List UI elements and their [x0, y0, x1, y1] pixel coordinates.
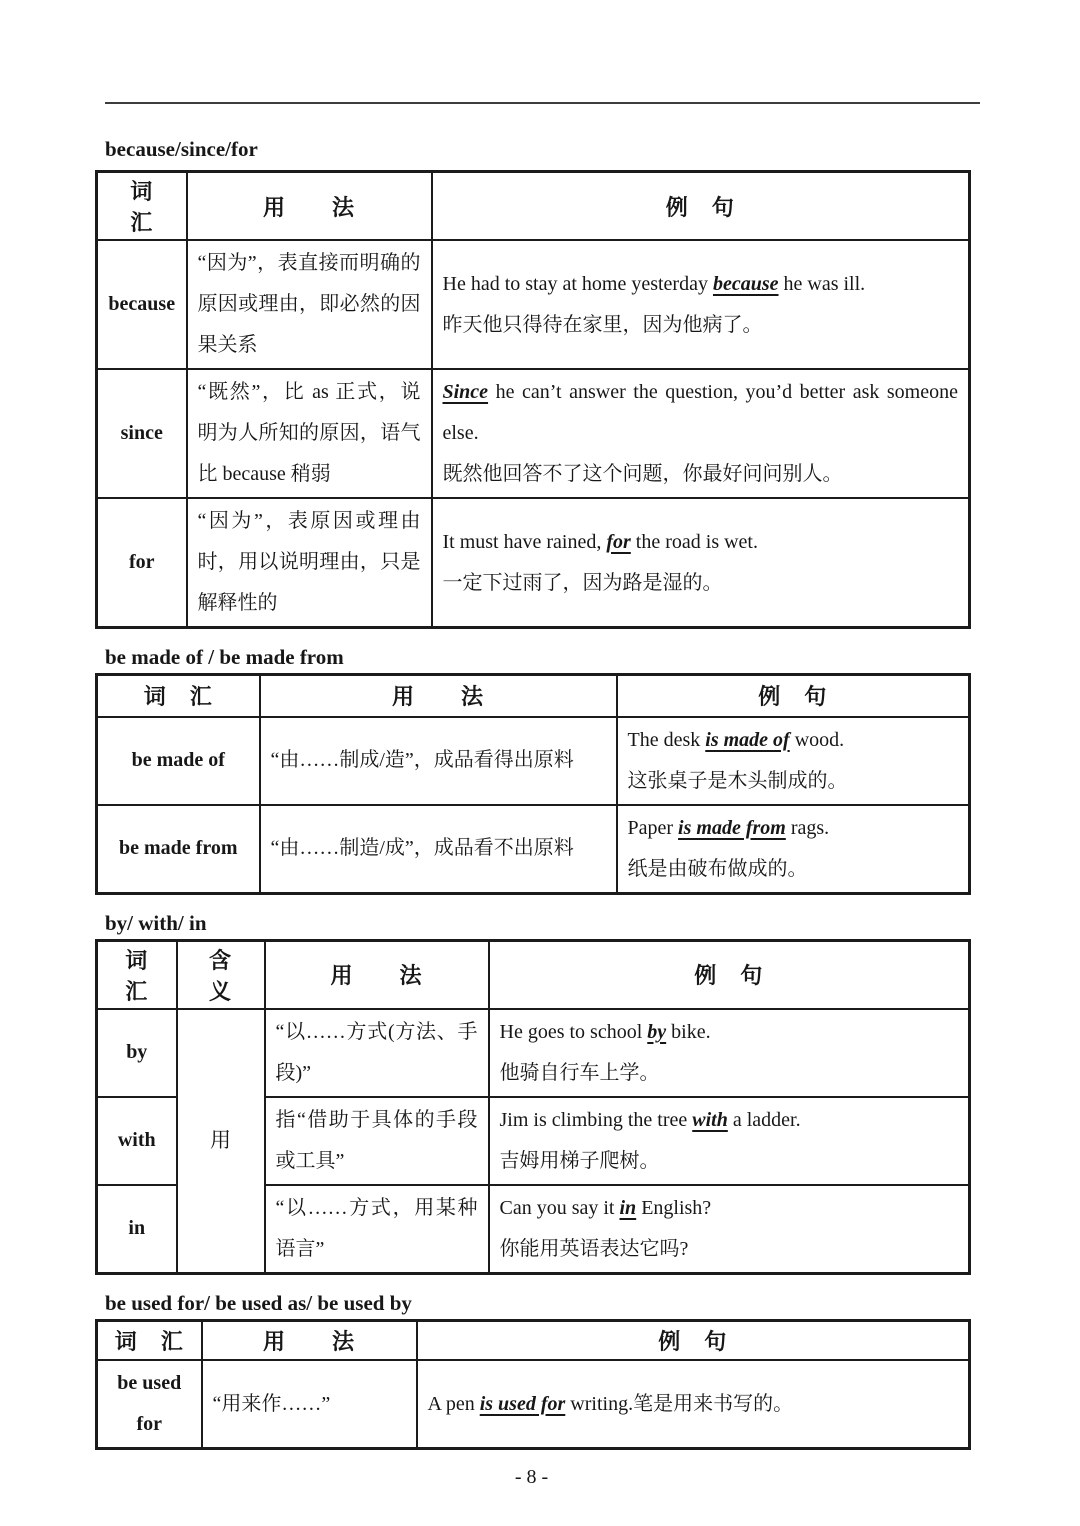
example-chinese: 昨天他只得待在家里，因为他病了。: [442, 313, 763, 336]
usage-cell: “用来作……”: [202, 1360, 417, 1449]
example-keyword: is used for: [479, 1392, 566, 1415]
example-keyword: by: [647, 1020, 667, 1043]
table-row: [97, 1009, 970, 1097]
example-cell: [417, 1360, 970, 1449]
usage-cell: “因为”，表直接而明确的原因或理由，即必然的因果关系: [187, 240, 432, 369]
example-english: [628, 720, 959, 761]
table-header-row: [97, 940, 970, 1009]
vocab-table-be-made: [95, 673, 971, 895]
shared-meaning-cell: 用: [177, 1009, 265, 1274]
column-header-usage: 用 法: [265, 940, 489, 1009]
example-text: He goes to school: [499, 1020, 648, 1043]
column-header-example: 例 句: [617, 675, 970, 717]
example-text: The desk: [627, 728, 706, 751]
example-cell: [489, 1009, 970, 1097]
page-number: - 8 -: [514, 1466, 549, 1488]
column-header-example: 例 句: [432, 172, 970, 241]
column-header-usage: 用 法: [187, 172, 432, 241]
example-cell: [617, 805, 970, 894]
table-row: [97, 1360, 970, 1449]
word-cell: with: [97, 1097, 177, 1185]
example-cell: [489, 1097, 970, 1185]
example-english: [443, 372, 959, 454]
vocab-table-be-used: [95, 1319, 971, 1451]
usage-cell: “以……方式(方法、手段)”: [265, 1009, 489, 1097]
example-english: [443, 522, 959, 563]
usage-cell: “由……制造/成”，成品看不出原料: [260, 805, 617, 894]
example-chinese: 这张桌子是木头制成的。: [627, 769, 848, 792]
usage-cell: “既然”，比 as 正式，说明为人所知的原因，语气比 because 稍弱: [187, 369, 432, 498]
example-text: It must have rained,: [442, 530, 607, 553]
example-english: [443, 264, 959, 305]
usage-cell: 指“借助于具体的手段或工具”: [265, 1097, 489, 1185]
section-heading: because/since/for: [105, 137, 258, 161]
table-header-row: [97, 675, 970, 717]
example-english: [500, 1188, 959, 1229]
example-english: [428, 1384, 959, 1425]
example-text: a ladder.: [727, 1108, 801, 1131]
example-text: He had to stay at home yesterday: [442, 272, 713, 295]
example-text: Can you say it: [499, 1196, 620, 1219]
column-header-meaning: 含 义: [177, 940, 265, 1009]
usage-cell: “由……制成/造”，成品看得出原料: [260, 717, 617, 805]
section-heading: be used for/ be used as/ be used by: [105, 1290, 412, 1315]
header-rule: [105, 102, 980, 104]
example-cell: [489, 1185, 970, 1274]
section-by-with-in: [0, 909, 1080, 1275]
table-row: [97, 240, 970, 369]
example-chinese: 纸是由破布做成的。: [627, 857, 808, 880]
word-cell: be made from: [97, 805, 260, 894]
section-because-since-for: [0, 135, 1080, 629]
column-header-word: 词 汇: [97, 1320, 202, 1360]
column-header-word: 词 汇: [97, 675, 260, 717]
vocab-table-by-with-in: [95, 939, 971, 1275]
word-cell: be used for: [97, 1360, 202, 1449]
example-english: [628, 808, 959, 849]
column-header-word: 词 汇: [97, 940, 177, 1009]
table-row: [97, 498, 970, 628]
word-cell: for: [97, 498, 187, 628]
usage-cell: “因为”，表原因或理由时，用以说明理由，只是解释性的: [187, 498, 432, 628]
column-header-example: 例 句: [489, 940, 970, 1009]
example-chinese: 吉姆用梯子爬树。: [499, 1149, 660, 1172]
example-text: bike.: [666, 1020, 711, 1043]
word-cell: by: [97, 1009, 177, 1097]
example-cell: [432, 498, 970, 628]
section-heading: be made of / be made from: [105, 645, 344, 669]
word-cell: be made of: [97, 717, 260, 805]
example-keyword: for: [606, 530, 631, 553]
table-row: [97, 805, 970, 894]
word-cell: because: [97, 240, 187, 369]
example-chinese: 他骑自行车上学。: [499, 1061, 660, 1084]
example-keyword: Since: [442, 381, 489, 403]
example-keyword: because: [712, 272, 779, 295]
column-header-example: 例 句: [417, 1320, 970, 1360]
table-row: [97, 369, 970, 498]
section-be-made-of-from: [0, 643, 1080, 895]
example-text: Jim is climbing the tree: [499, 1108, 693, 1131]
example-text: Paper: [627, 816, 679, 839]
example-text: wood.: [789, 728, 845, 751]
vocab-table-because-since-for: [95, 170, 971, 629]
section-be-used: [0, 1289, 1080, 1451]
example-text: English?: [636, 1196, 712, 1219]
example-cell: [617, 717, 970, 805]
example-text: the road is wet.: [630, 530, 758, 553]
usage-cell: “以……方式，用某种语言”: [265, 1185, 489, 1274]
example-text: writing.笔是用来书写的。: [565, 1392, 794, 1415]
example-text: rags.: [785, 816, 830, 839]
example-text: he can’t answer the question, you’d better ask someone else.: [442, 381, 958, 444]
example-english: [500, 1100, 959, 1141]
example-text: A pen: [427, 1392, 480, 1415]
word-cell: since: [97, 369, 187, 498]
example-text: he was ill.: [778, 272, 866, 295]
example-chinese: 既然他回答不了这个问题，你最好问问别人。: [442, 463, 843, 485]
example-keyword: is made of: [705, 728, 790, 751]
table-header-row: [97, 1320, 970, 1360]
example-keyword: with: [692, 1108, 728, 1131]
example-chinese: 一定下过雨了，因为路是湿的。: [442, 571, 723, 594]
example-cell: [432, 369, 970, 498]
column-header-word: 词 汇: [97, 172, 187, 241]
section-heading: by/ with/ in: [105, 910, 207, 935]
word-cell: in: [97, 1185, 177, 1274]
column-header-usage: 用 法: [260, 675, 617, 717]
example-english: [500, 1012, 959, 1053]
example-keyword: in: [619, 1196, 637, 1219]
example-cell: [432, 240, 970, 369]
table-row: [97, 717, 970, 805]
example-chinese: 你能用英语表达它吗?: [499, 1237, 689, 1260]
table-header-row: [97, 172, 970, 241]
example-keyword: is made from: [678, 816, 786, 839]
column-header-usage: 用 法: [202, 1320, 417, 1360]
